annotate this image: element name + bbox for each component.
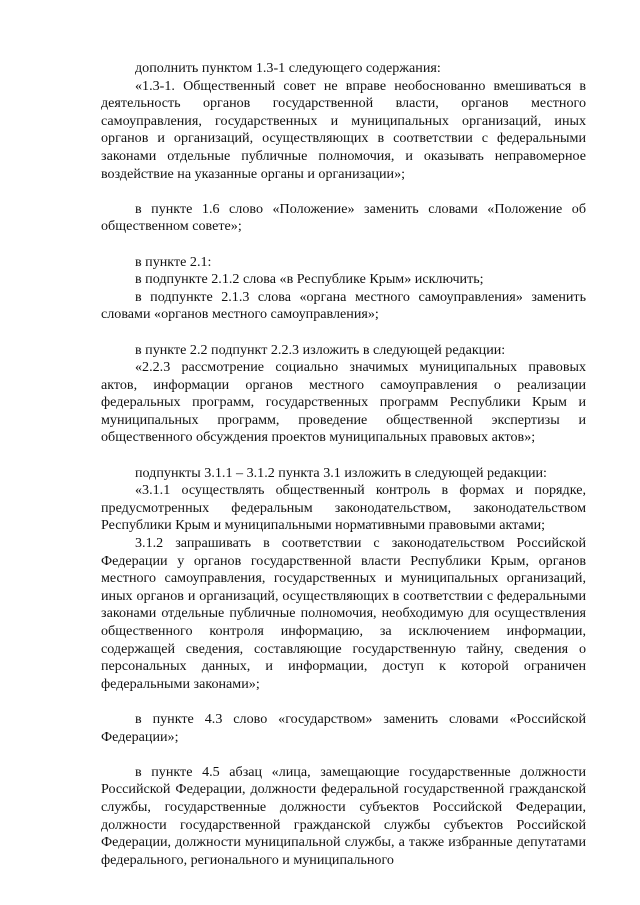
document-paragraph: подпункты 3.1.1 – 3.1.2 пункта 3.1 изложить в следующей редакции: <box>135 464 547 481</box>
paragraph-spacer <box>101 447 586 465</box>
paragraph-spacer <box>101 746 586 764</box>
paragraph-spacer <box>101 236 586 254</box>
document-body <box>101 60 586 869</box>
document-paragraph: 3.1.2 запрашивать в соответствии с законодательством Российской Федерации у органов государственной власти Республики Крым, органов местного самоуправления, государственных и муниципальных организаций, иных органов и организаций, осуществляющих в соответствии с федеральными законами отдельные публичные полномочия, необходимую для осуществления общественного контроля информацию, за исключением информации, содержащей сведения, составляющие государственную тайну, сведения о персональных данных, и информации, доступ к которой ограничен федеральными законами»; <box>101 535 586 692</box>
paragraph-spacer <box>101 693 586 711</box>
document-paragraph: в пункте 4.3 слово «государством» заменить словами «Российской Федерации»; <box>101 710 586 745</box>
document-paragraph: в подпункте 2.1.3 слова «органа местного самоуправления» заменить словами «органов местного самоуправления»; <box>101 288 586 323</box>
document-paragraph: «2.2.3 рассмотрение социально значимых муниципальных правовых актов, информации органов местного самоуправления о реализации федеральных программ, государственных программ Республики Крым и муниципальных программ, проведение общественной экспертизы и общественного обсуждения проектов муниципальных правовых актов»; <box>101 359 586 446</box>
paragraph-spacer <box>101 324 586 342</box>
document-paragraph: дополнить пунктом 1.3-1 следующего содержания: <box>135 60 441 76</box>
document-paragraph: «1.3-1. Общественный совет не вправе необоснованно вмешиваться в деятельность органов государственной власти, органов местного самоуправления, государственных и муниципальных организаций, иных органов и организаций, осуществляющих в соответствии с федеральными законами отдельные публичные полномочия, и оказывать неправомерное воздействие на указанные органы и организации»; <box>101 77 586 182</box>
paragraph-spacer <box>101 183 586 201</box>
document-paragraph: в пункте 4.5 абзац «лица, замещающие государственные должности Российской Федерации, должности федеральной государственной гражданской службы, государственные должности субъектов Российской Федерации, должности государственной гражданской службы субъектов Российской Федерации, должности муниципальной службы, а также избранные депутатами федерального, регионального и муниципального <box>101 763 586 868</box>
document-paragraph: в подпункте 2.1.2 слова «в Республике Крым» исключить; <box>135 271 484 288</box>
document-paragraph: в пункте 2.2 подпункт 2.2.3 изложить в следующей редакции: <box>135 341 506 358</box>
document-paragraph: в пункте 1.6 слово «Положение» заменить словами «Положение об общественном совете»; <box>101 200 586 235</box>
document-paragraph: «3.1.1 осуществлять общественный контроль в формах и порядке, предусмотренных федеральным законодательством, законодательством Республики Крым и муниципальными нормативными правовыми актами; <box>101 482 586 534</box>
document-paragraph: в пункте 2.1: <box>135 253 212 270</box>
